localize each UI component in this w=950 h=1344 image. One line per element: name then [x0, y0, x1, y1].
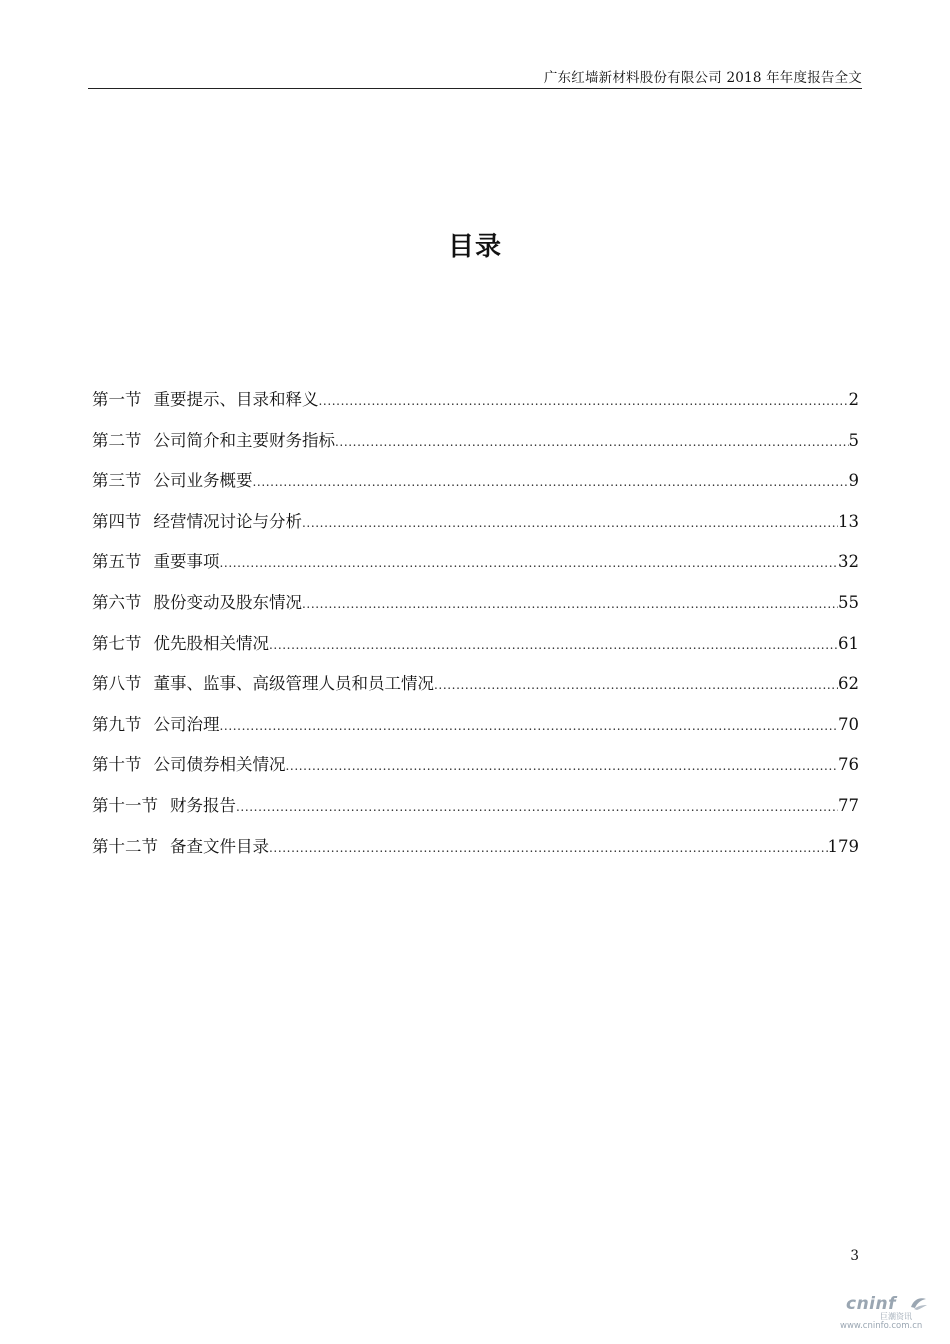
toc-row[interactable] [92, 508, 859, 549]
toc-leader [220, 719, 839, 733]
toc-row[interactable] [92, 427, 859, 468]
toc-page-number: 9 [848, 471, 859, 491]
toc-page-number: 32 [838, 552, 859, 572]
toc-leader [434, 678, 838, 692]
page-title: 目录 [447, 232, 502, 262]
toc-section: 第三节 [92, 471, 142, 491]
toc-leader [253, 475, 849, 489]
toc-label: 重要事项 [153, 552, 220, 572]
toc-leader [319, 394, 849, 408]
toc-page-number: 70 [838, 714, 859, 734]
toc-label: 重要提示、目录和释义 [153, 390, 319, 409]
toc-leader [302, 597, 838, 611]
watermark-url: www.cninfo.com.cn [840, 1321, 923, 1331]
toc-row[interactable] [92, 670, 859, 711]
toc-row[interactable] [92, 467, 859, 508]
toc-page-number: 62 [838, 674, 859, 694]
toc-page-number: 2 [848, 390, 859, 409]
toc-leader [302, 516, 838, 530]
watermark-subtitle: 巨潮资讯 [880, 1312, 912, 1321]
toc-label: 优先股相关情况 [153, 633, 269, 653]
toc-page-number: 77 [838, 795, 859, 815]
toc-section: 第十二节 [92, 836, 158, 856]
page-header [88, 62, 862, 89]
toc-row[interactable] [92, 792, 859, 833]
toc-leader [220, 556, 839, 570]
toc-section: 第四节 [92, 511, 142, 531]
toc-page-number: 55 [838, 592, 859, 612]
page-number: 3 [850, 1248, 859, 1264]
toc-label: 财务报告 [170, 795, 236, 815]
toc-section: 第一节 [92, 390, 142, 409]
toc-label: 公司业务概要 [153, 471, 253, 491]
toc-row[interactable] [92, 548, 859, 589]
toc-row[interactable] [92, 630, 859, 671]
toc-label: 董事、监事、高级管理人员和员工情况 [153, 674, 434, 694]
cninfo-watermark [840, 1292, 936, 1332]
toc-section: 第十节 [92, 755, 142, 775]
toc-page-number: 179 [827, 836, 859, 856]
toc-row[interactable] [92, 711, 859, 752]
toc-section: 第六节 [92, 592, 142, 612]
toc-page-number: 76 [838, 755, 859, 775]
toc-leader [269, 841, 828, 855]
toc-label: 公司治理 [153, 714, 220, 734]
toc-label: 备查文件目录 [170, 836, 269, 856]
toc-leader [236, 800, 838, 814]
toc-section: 第二节 [92, 430, 142, 450]
watermark-brand: cninf [846, 1294, 897, 1314]
toc-label: 公司债券相关情况 [153, 755, 286, 775]
toc-label: 股份变动及股东情况 [153, 592, 302, 612]
toc-page-number: 13 [838, 511, 859, 531]
toc-row[interactable] [92, 386, 859, 427]
toc-page-number: 5 [848, 430, 859, 450]
toc-section: 第十一节 [92, 795, 158, 815]
toc-label: 公司简介和主要财务指标 [153, 430, 335, 450]
toc-row[interactable] [92, 751, 859, 792]
table-of-contents [92, 386, 859, 873]
toc-label: 经营情况讨论与分析 [153, 511, 302, 531]
toc-section: 第五节 [92, 552, 142, 572]
header-title: 广东红墙新材料股份有限公司 2018 年年度报告全文 [543, 70, 862, 86]
toc-page-number: 61 [838, 633, 859, 653]
toc-leader [269, 638, 838, 652]
cninfo-logo-icon [908, 1295, 928, 1311]
toc-leader [286, 759, 839, 773]
toc-leader [335, 435, 849, 449]
toc-section: 第八节 [92, 674, 142, 694]
toc-section: 第七节 [92, 633, 142, 653]
toc-section: 第九节 [92, 714, 142, 734]
toc-row[interactable] [92, 833, 859, 874]
toc-row[interactable] [92, 589, 859, 630]
